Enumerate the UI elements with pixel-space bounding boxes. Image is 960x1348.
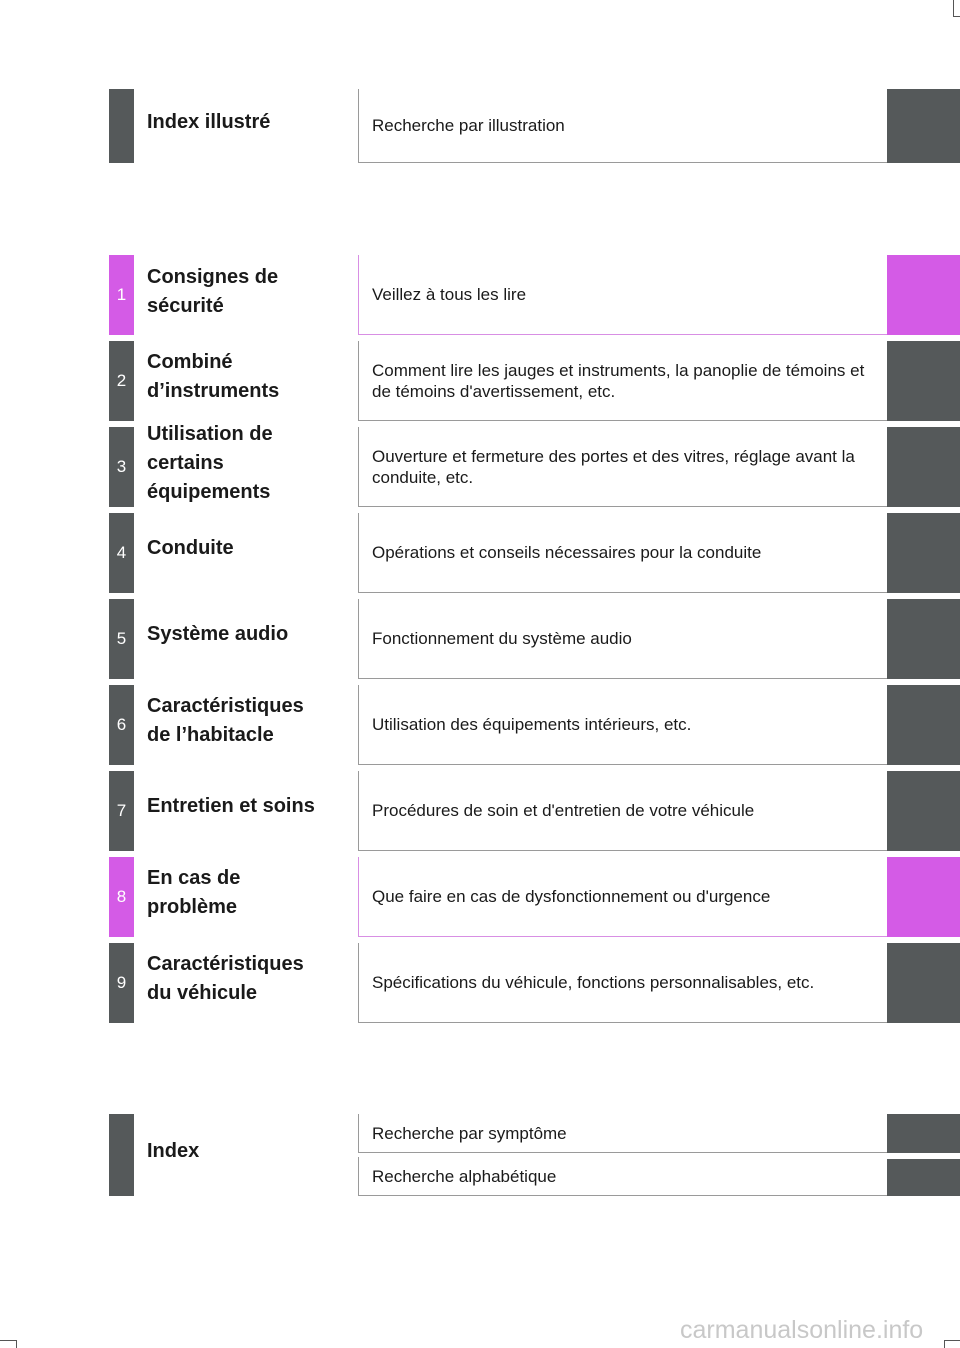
chapter-tab-6[interactable] — [887, 685, 960, 765]
chapter-description — [358, 857, 887, 937]
chapter-description — [358, 685, 887, 765]
chapter-tab-1[interactable] — [887, 255, 960, 335]
chapter-row-1[interactable] — [0, 255, 960, 335]
watermark: carmanualsonline.info — [680, 1316, 924, 1344]
chapter-title: Système audio — [147, 623, 289, 645]
chapter-number: 2 — [109, 341, 134, 421]
crop-mark — [953, 0, 954, 16]
index-row — [0, 1114, 960, 1196]
index-item-symptom[interactable] — [358, 1114, 887, 1153]
crop-mark — [944, 1340, 945, 1348]
chapter-number: 7 — [109, 771, 134, 851]
illustrated-index-tab[interactable] — [887, 89, 960, 163]
chapter-title: Entretien et soins — [147, 795, 315, 817]
chapter-description-text: Opérations et conseils nécessaires pour la conduite — [372, 543, 762, 562]
chapter-description — [358, 771, 887, 851]
chapter-description-text: Que faire en cas de dysfonctionnement ou d'urgence — [372, 887, 771, 906]
illustrated-index-row[interactable] — [0, 89, 960, 163]
chapter-row-8[interactable] — [0, 857, 960, 937]
crop-mark — [953, 16, 960, 17]
index-tab-alphabetical[interactable] — [887, 1159, 960, 1196]
chapter-row-5[interactable] — [0, 599, 960, 679]
chapter-number: 8 — [109, 857, 134, 937]
chapter-title: Conduite — [147, 537, 234, 559]
chapter-tab-2[interactable] — [887, 341, 960, 421]
chapter-description-text: Spécifications du véhicule, fonctions personnalisables, etc. — [372, 973, 815, 992]
index-item-alphabetical[interactable] — [358, 1157, 887, 1196]
chapter-title: Caractéristiques du véhicule — [147, 953, 304, 1004]
chapter-row-3[interactable] — [0, 423, 960, 507]
index-marker — [109, 1114, 134, 1196]
chapter-number: 4 — [109, 513, 134, 593]
illustrated-index-marker — [109, 89, 134, 163]
illustrated-index-desc-text: Recherche par illustration — [372, 116, 565, 135]
chapter-row-2[interactable] — [0, 341, 960, 421]
chapter-row-9[interactable] — [0, 943, 960, 1023]
chapter-description — [358, 599, 887, 679]
index-tab-symptom[interactable] — [887, 1114, 960, 1153]
crop-mark — [0, 1340, 16, 1341]
chapter-title: Utilisation de certains équipements — [147, 423, 273, 503]
chapter-row-6[interactable] — [0, 685, 960, 765]
crop-mark — [16, 1340, 17, 1348]
chapter-description — [358, 255, 887, 335]
chapter-title: En cas de problème — [147, 867, 241, 918]
illustrated-index-desc — [358, 89, 887, 163]
chapter-description — [358, 427, 887, 507]
chapter-tab-7[interactable] — [887, 771, 960, 851]
chapter-description-text: Fonctionnement du système audio — [372, 629, 632, 648]
chapter-number: 3 — [109, 427, 134, 507]
chapter-number: 1 — [109, 255, 134, 335]
chapter-number: 6 — [109, 685, 134, 765]
index-item-alphabetical-text: Recherche alphabétique — [372, 1166, 557, 1186]
chapter-title: Consignes de sécurité — [147, 266, 279, 317]
chapter-row-7[interactable] — [0, 771, 960, 851]
chapter-row-4[interactable] — [0, 513, 960, 593]
chapter-title: Combiné d’instruments — [147, 351, 280, 402]
chapter-description-text: Procédures de soin et d'entretien de votre véhicule — [372, 801, 755, 820]
chapter-description — [358, 943, 887, 1023]
chapter-number: 9 — [109, 943, 134, 1023]
chapter-title: Caractéristiques de l’habitacle — [147, 695, 304, 746]
chapter-number: 5 — [109, 599, 134, 679]
chapter-tab-5[interactable] — [887, 599, 960, 679]
chapter-description — [358, 513, 887, 593]
chapter-description-text: Utilisation des équipements intérieurs, etc. — [372, 715, 692, 734]
chapter-description-text: Comment lire les jauges et instruments, la panoplie de témoins et de témoins d'avertissement, etc. — [372, 360, 865, 401]
index-item-symptom-text: Recherche par symptôme — [372, 1123, 567, 1143]
chapter-tab-9[interactable] — [887, 943, 960, 1023]
crop-mark — [944, 1340, 960, 1341]
chapter-description-text: Ouverture et fermeture des portes et des vitres, réglage avant la conduite, etc. — [372, 446, 855, 487]
chapter-tab-8[interactable] — [887, 857, 960, 937]
illustrated-index-title: Index illustré — [147, 111, 271, 133]
chapter-description-text: Veillez à tous les lire — [372, 285, 527, 304]
index-title: Index — [147, 1140, 200, 1162]
chapter-description — [358, 341, 887, 421]
chapter-tab-3[interactable] — [887, 427, 960, 507]
chapter-tab-4[interactable] — [887, 513, 960, 593]
